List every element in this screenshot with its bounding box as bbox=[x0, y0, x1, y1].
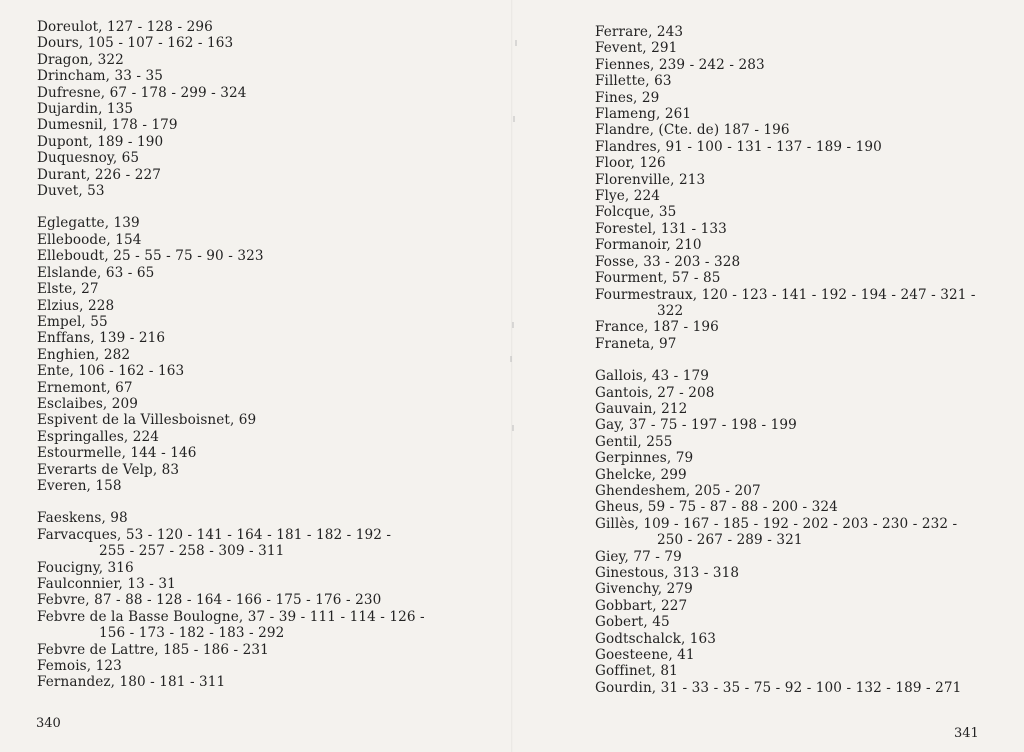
index-entry-text: Dumesnil, 178 - 179 bbox=[37, 117, 178, 134]
letter-section-gap bbox=[37, 199, 477, 215]
index-entry bbox=[37, 117, 477, 133]
index-entry-text: Dujardin, 135 bbox=[37, 101, 134, 118]
index-entry bbox=[37, 347, 477, 363]
index-entry-text: Gallois, 43 - 179 bbox=[595, 368, 709, 385]
index-entry-text: Febvre, 87 - 88 - 128 - 164 - 166 - 175 - 176 - 230 bbox=[37, 592, 382, 609]
paper-speck bbox=[515, 40, 517, 46]
index-entry bbox=[37, 330, 477, 346]
index-entry-text: Duquesnoy, 65 bbox=[37, 150, 140, 167]
index-entry bbox=[37, 248, 477, 264]
index-entry bbox=[37, 314, 477, 330]
index-entry-text: Gourdin, 31 - 33 - 35 - 75 - 92 - 100 - 132 - 189 - 271 bbox=[595, 679, 962, 696]
index-entry-text: Florenville, 213 bbox=[595, 171, 706, 188]
index-entry-text: Febvre de Lattre, 185 - 186 - 231 bbox=[37, 641, 269, 658]
index-entry bbox=[595, 73, 1015, 89]
index-entry bbox=[37, 510, 477, 526]
letter-section-gap bbox=[37, 494, 477, 510]
index-entry-text: Franeta, 97 bbox=[595, 335, 677, 352]
index-entry bbox=[37, 478, 477, 494]
index-entry-text: Gentil, 255 bbox=[595, 433, 673, 450]
index-entry-continuation: 250 - 267 - 289 - 321 bbox=[657, 532, 803, 549]
index-entry-text: Gheus, 59 - 75 - 87 - 88 - 200 - 324 bbox=[595, 499, 838, 516]
index-entry-text: Ferrare, 243 bbox=[595, 24, 684, 40]
index-entry bbox=[37, 281, 477, 297]
index-entry-continuation: 322 bbox=[657, 302, 684, 319]
index-entry bbox=[595, 254, 1015, 270]
index-entry-text: Elslande, 63 - 65 bbox=[37, 264, 155, 281]
right-page bbox=[512, 0, 1024, 752]
index-entry-text: Gobbart, 227 bbox=[595, 597, 688, 614]
index-entry-text: Drincham, 33 - 35 bbox=[37, 68, 164, 85]
index-entry bbox=[37, 642, 477, 658]
index-entry bbox=[595, 483, 1015, 499]
index-entry-text: Flye, 224 bbox=[595, 188, 660, 205]
paper-speck bbox=[510, 356, 512, 362]
index-entry-text: Espringalles, 224 bbox=[37, 428, 160, 445]
index-entry bbox=[37, 298, 477, 314]
index-entry bbox=[37, 183, 477, 199]
index-entry-text: Everen, 158 bbox=[37, 477, 122, 494]
index-entry bbox=[37, 150, 477, 166]
index-entry-text: Fevent, 291 bbox=[595, 40, 678, 57]
index-entry-text: Gobert, 45 bbox=[595, 614, 670, 631]
index-entry bbox=[595, 368, 1015, 384]
index-entry bbox=[595, 221, 1015, 237]
index-entry-text: Gay, 37 - 75 - 197 - 198 - 199 bbox=[595, 417, 797, 434]
index-entry-text: Everarts de Velp, 83 bbox=[37, 461, 180, 478]
index-entry bbox=[37, 85, 477, 101]
index-entry bbox=[595, 499, 1015, 515]
index-entry bbox=[595, 434, 1015, 450]
index-entry-text: Faeskens, 98 bbox=[37, 510, 128, 527]
index-entry-text: Femois, 123 bbox=[37, 658, 122, 675]
index-entry-text: Ente, 106 - 162 - 163 bbox=[37, 363, 185, 380]
index-entry-text: Flandres, 91 - 100 - 131 - 137 - 189 - 190 bbox=[595, 138, 882, 155]
index-entry bbox=[595, 450, 1015, 466]
index-entry-text: Ghelcke, 299 bbox=[595, 466, 687, 483]
index-entry-text: Ernemont, 67 bbox=[37, 379, 133, 396]
index-entry-text: Dufresne, 67 - 178 - 299 - 324 bbox=[37, 84, 247, 101]
index-entry-text: Fernandez, 180 - 181 - 311 bbox=[37, 674, 226, 691]
index-entry bbox=[595, 204, 1015, 220]
index-entry-text: Fosse, 33 - 203 - 328 bbox=[595, 253, 741, 270]
index-entry-text: Enghien, 282 bbox=[37, 346, 131, 363]
index-entry bbox=[37, 52, 477, 68]
index-entry bbox=[595, 319, 1015, 335]
index-entry bbox=[595, 663, 1015, 679]
index-entry-text: Ghendeshem, 205 - 207 bbox=[595, 482, 761, 499]
index-entry-text: Givenchy, 279 bbox=[595, 581, 693, 598]
index-entry bbox=[37, 429, 477, 445]
index-entry-continuation: 156 - 173 - 182 - 183 - 292 bbox=[99, 625, 285, 642]
index-entry bbox=[37, 609, 477, 642]
index-entry bbox=[595, 516, 1015, 549]
index-entry-text: Enffans, 139 - 216 bbox=[37, 330, 166, 347]
index-entry-text: Ginestous, 313 - 318 bbox=[595, 565, 740, 581]
index-entry bbox=[37, 232, 477, 248]
index-entry bbox=[595, 680, 1015, 696]
index-entry bbox=[595, 647, 1015, 663]
index-entry bbox=[595, 385, 1015, 401]
index-entry bbox=[595, 90, 1015, 106]
index-entry bbox=[595, 24, 1015, 40]
index-entry bbox=[595, 270, 1015, 286]
index-entry-text: Fillette, 63 bbox=[595, 73, 672, 90]
index-entry-continuation: 255 - 257 - 258 - 309 - 311 bbox=[99, 543, 285, 560]
index-entry-text: Flameng, 261 bbox=[595, 106, 692, 123]
paper-speck bbox=[513, 116, 515, 122]
paper-speck bbox=[512, 425, 514, 431]
index-entry-text: Duvet, 53 bbox=[37, 183, 105, 200]
index-entry-text: Gauvain, 212 bbox=[595, 400, 688, 417]
index-entry bbox=[37, 68, 477, 84]
index-entry bbox=[595, 122, 1015, 138]
index-entry-text: Empel, 55 bbox=[37, 313, 108, 330]
index-entry-text: Foucigny, 316 bbox=[37, 559, 134, 576]
index-entry bbox=[595, 614, 1015, 630]
index-entry-text: Flandre, (Cte. de) 187 - 196 bbox=[595, 122, 790, 139]
index-entry bbox=[37, 674, 477, 690]
index-entry-text: Esclaibes, 209 bbox=[37, 395, 139, 412]
letter-section-gap bbox=[595, 352, 1015, 368]
index-entry-text: Gillès, 109 - 167 - 185 - 192 - 202 - 203 - 230 - 232 - bbox=[595, 515, 958, 532]
index-entry-text: Dupont, 189 - 190 bbox=[37, 133, 164, 150]
index-entry bbox=[595, 336, 1015, 352]
index-entry-text: Febvre de la Basse Boulogne, 37 - 39 - 111 - 114 - 126 - bbox=[37, 608, 425, 625]
index-entry bbox=[595, 172, 1015, 188]
index-entry-text: Elleboode, 154 bbox=[37, 231, 142, 248]
index-entry bbox=[37, 412, 477, 428]
index-entry bbox=[595, 549, 1015, 565]
index-entry bbox=[37, 527, 477, 560]
index-entry bbox=[37, 35, 477, 51]
index-entry bbox=[595, 401, 1015, 417]
paper-speck bbox=[512, 322, 514, 328]
index-entry-text: Espivent de la Villesboisnet, 69 bbox=[37, 412, 257, 429]
index-entry bbox=[595, 598, 1015, 614]
index-entry-text: Folcque, 35 bbox=[595, 204, 677, 221]
index-entry-text: Fourment, 57 - 85 bbox=[595, 270, 721, 287]
index-entry bbox=[595, 237, 1015, 253]
index-entry bbox=[595, 188, 1015, 204]
index-entry bbox=[37, 445, 477, 461]
index-entry-text: France, 187 - 196 bbox=[595, 319, 719, 336]
index-entry bbox=[37, 658, 477, 674]
index-entry bbox=[37, 560, 477, 576]
index-entry-text: Floor, 126 bbox=[595, 155, 666, 172]
index-entry-text: Dragon, 322 bbox=[37, 51, 124, 68]
left-index-column bbox=[37, 19, 477, 691]
index-entry bbox=[37, 167, 477, 183]
index-entry-text: Fiennes, 239 - 242 - 283 bbox=[595, 56, 765, 73]
index-entry bbox=[595, 40, 1015, 56]
index-entry bbox=[595, 417, 1015, 433]
index-entry bbox=[595, 467, 1015, 483]
index-entry-text: Godtschalck, 163 bbox=[595, 630, 717, 647]
index-entry-text: Formanoir, 210 bbox=[595, 237, 702, 254]
index-entry-text: Faulconnier, 13 - 31 bbox=[37, 576, 176, 592]
right-index-column bbox=[595, 24, 1015, 696]
index-entry bbox=[595, 139, 1015, 155]
index-entry-text: Gerpinnes, 79 bbox=[595, 450, 694, 467]
index-entry bbox=[37, 462, 477, 478]
page-number-left: 340 bbox=[36, 716, 61, 731]
index-entry-text: Goesteene, 41 bbox=[595, 647, 695, 664]
index-entry-text: Farvacques, 53 - 120 - 141 - 164 - 181 - 182 - 192 - bbox=[37, 526, 392, 543]
index-entry-text: Giey, 77 - 79 bbox=[595, 548, 682, 565]
index-entry-text: Elleboudt, 25 - 55 - 75 - 90 - 323 bbox=[37, 248, 264, 265]
index-entry bbox=[37, 215, 477, 231]
index-entry bbox=[37, 101, 477, 117]
index-entry bbox=[37, 19, 477, 35]
index-entry bbox=[595, 57, 1015, 73]
index-entry bbox=[595, 106, 1015, 122]
page-number-right: 341 bbox=[954, 726, 979, 741]
index-entry bbox=[37, 380, 477, 396]
index-entry bbox=[37, 396, 477, 412]
index-entry-text: Eglegatte, 139 bbox=[37, 215, 140, 232]
index-entry-text: Forestel, 131 - 133 bbox=[595, 220, 727, 237]
index-entry-text: Goffinet, 81 bbox=[595, 663, 678, 680]
index-entry bbox=[595, 581, 1015, 597]
index-entry-text: Elzius, 228 bbox=[37, 297, 115, 314]
index-entry bbox=[37, 265, 477, 281]
index-entry bbox=[595, 631, 1015, 647]
index-entry bbox=[595, 287, 1015, 320]
index-entry-text: Gantois, 27 - 208 bbox=[595, 384, 715, 401]
index-entry-text: Estourmelle, 144 - 146 bbox=[37, 445, 197, 462]
index-entry bbox=[37, 134, 477, 150]
index-entry bbox=[595, 565, 1015, 581]
index-entry-text: Fourmestraux, 120 - 123 - 141 - 192 - 194 - 247 - 321 - bbox=[595, 286, 976, 303]
index-entry-text: Elste, 27 bbox=[37, 281, 99, 298]
index-entry-text: Doreulot, 127 - 128 - 296 bbox=[37, 19, 213, 35]
index-entry bbox=[37, 576, 477, 592]
index-entry-text: Fines, 29 bbox=[595, 89, 660, 106]
index-entry bbox=[595, 155, 1015, 171]
index-entry-text: Dours, 105 - 107 - 162 - 163 bbox=[37, 35, 234, 52]
index-entry-text: Durant, 226 - 227 bbox=[37, 166, 161, 183]
index-entry bbox=[37, 363, 477, 379]
index-entry bbox=[37, 592, 477, 608]
